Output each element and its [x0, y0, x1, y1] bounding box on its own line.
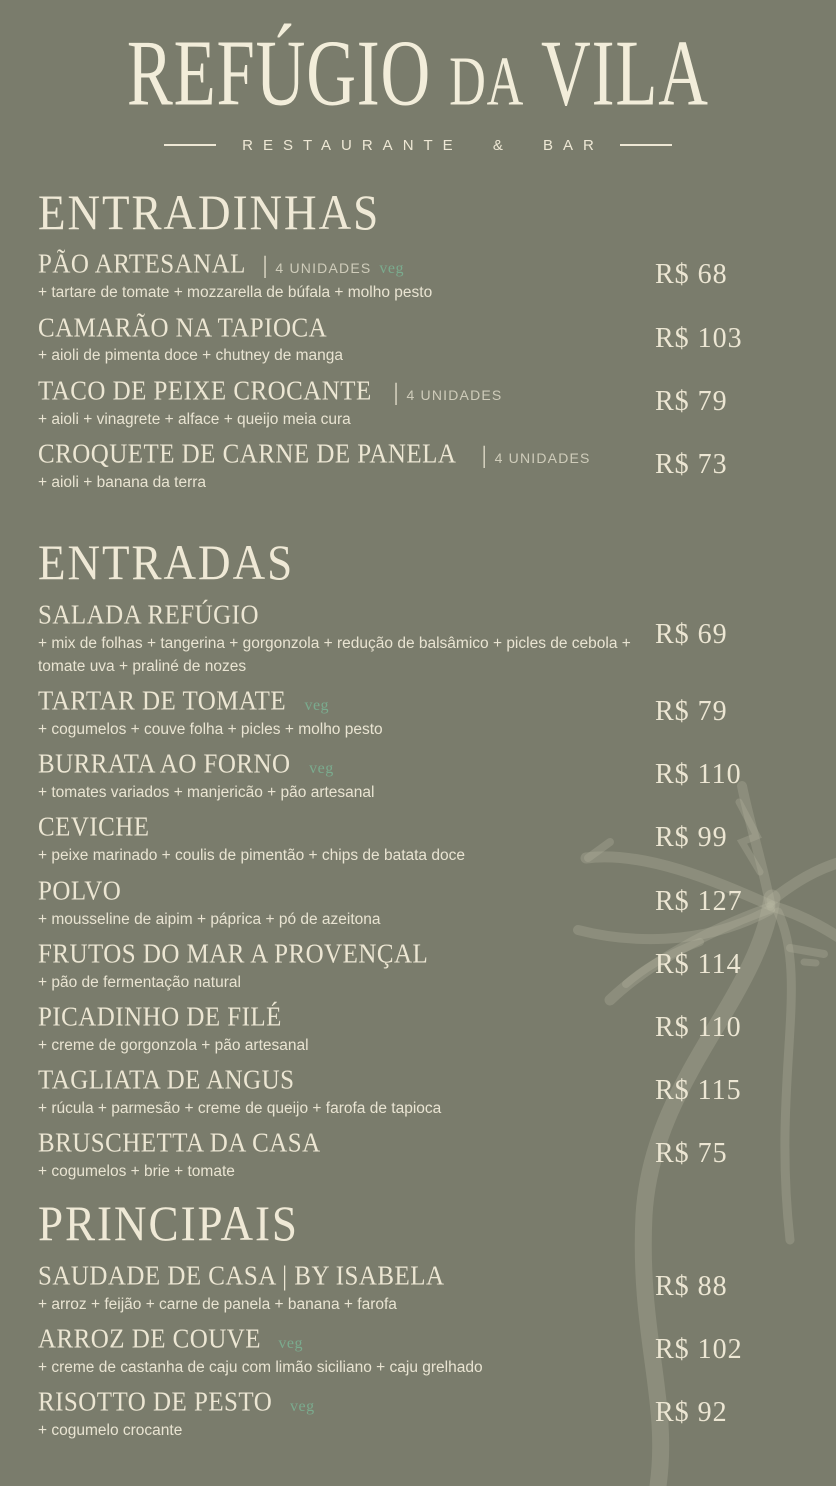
item-name: PÃO ARTESANAL — [38, 249, 246, 280]
item-price: R$ 88 — [655, 1270, 728, 1302]
item-separator: | — [481, 442, 487, 469]
item-units: 4 UNIDADES — [494, 449, 591, 466]
item-description: + aioli + banana da terra — [38, 473, 207, 491]
item-price: R$ 92 — [655, 1397, 728, 1429]
item-description: + cogumelo crocante — [38, 1422, 183, 1440]
item-separator: | — [262, 253, 268, 280]
item-units: 4 UNIDADES — [406, 386, 503, 403]
menu-content — [0, 186, 836, 1443]
menu-item — [38, 813, 796, 867]
veg-tag: veg — [304, 697, 330, 715]
item-name: TAGLIATA DE ANGUS — [38, 1064, 295, 1095]
menu-item — [38, 1388, 796, 1442]
item-description: + mix de folhas + tangerina + gorgonzola + redução de balsâmico + picles de cebola + tomate uva + praliné de nozes — [38, 634, 631, 675]
item-name: ARROZ DE COUVE — [38, 1323, 262, 1355]
menu-item — [38, 1003, 796, 1057]
item-description: + peixe marinado + coulis de pimentão + chips de batata doce — [38, 847, 465, 865]
item-name: BURRATA AO FORNO — [38, 749, 291, 780]
item-price: R$ 115 — [655, 1075, 742, 1107]
item-price: R$ 110 — [655, 1011, 742, 1043]
menu-item — [38, 877, 796, 931]
item-price: R$ 103 — [655, 322, 743, 354]
right-rule — [620, 144, 672, 146]
menu-item — [38, 1129, 796, 1183]
item-units: 4 UNIDADES — [275, 260, 372, 277]
item-name: CEVICHE — [38, 812, 150, 843]
menu-item — [38, 1262, 796, 1316]
item-name: SALADA REFÚGIO — [38, 599, 259, 630]
item-name: BRUSCHETTA DA CASA — [38, 1127, 321, 1159]
menu-item — [38, 940, 796, 994]
menu-item — [38, 250, 796, 304]
item-name: RISOTTO DE PESTO — [38, 1386, 273, 1418]
item-price: R$ 75 — [655, 1138, 728, 1170]
item-description: + rúcula + parmesão + creme de queijo + farofa de tapioca — [38, 1099, 442, 1117]
item-name: POLVO — [38, 875, 122, 906]
veg-tag: veg — [278, 1335, 303, 1353]
item-name: FRUTOS DO MAR A PROVENÇAL — [38, 938, 429, 969]
section-title: PRINCIPAIS — [38, 1196, 299, 1252]
item-description: + aioli + vinagrete + alface + queijo meia cura — [38, 410, 351, 428]
item-description: + cogumelos + couve folha + picles + molho pesto — [38, 721, 383, 739]
menu-item — [38, 1325, 796, 1379]
title-word-refugio: REFÚGIO — [127, 21, 432, 126]
title-word-vila: VILA — [541, 21, 709, 126]
section-entradas — [38, 536, 796, 1183]
left-rule — [164, 144, 216, 146]
item-description: + mousseline de aipim + páprica + pó de azeitona — [38, 910, 381, 928]
section-entradinhas — [38, 186, 796, 494]
section-principais — [38, 1197, 796, 1442]
item-description: + aioli de pimenta doce + chutney de manga — [38, 347, 344, 365]
item-price: R$ 73 — [655, 448, 728, 480]
section-title: ENTRADINHAS — [38, 184, 381, 240]
item-name: TACO DE PEIXE CROCANTE — [38, 375, 372, 406]
section-title: ENTRADAS — [38, 535, 295, 591]
item-name: TARTAR DE TOMATE — [38, 685, 287, 717]
item-price: R$ 127 — [655, 885, 743, 917]
item-description: + cogumelos + brie + tomate — [38, 1163, 235, 1181]
item-name: SAUDADE DE CASA | BY ISABELA — [38, 1260, 445, 1291]
header — [0, 0, 836, 154]
veg-tag: veg — [309, 760, 334, 778]
menu-item — [38, 440, 796, 494]
menu-item — [38, 1066, 796, 1120]
restaurant-title — [127, 21, 709, 126]
item-price: R$ 99 — [655, 822, 728, 854]
item-name: CAMARÃO NA TAPIOCA — [38, 312, 328, 343]
item-description: + creme de castanha de caju com limão siciliano + caju grelhado — [38, 1358, 483, 1376]
menu-item — [38, 377, 796, 431]
subtitle-row — [0, 137, 836, 154]
menu-item — [38, 601, 796, 678]
restaurant-subtitle: RESTAURANTE & BAR — [242, 136, 604, 154]
item-description: + creme de gorgonzola + pão artesanal — [38, 1036, 309, 1054]
item-price: R$ 110 — [655, 759, 742, 791]
menu-item — [38, 750, 796, 804]
veg-tag: veg — [379, 260, 405, 278]
item-price: R$ 102 — [655, 1334, 743, 1366]
menu-item — [38, 314, 796, 368]
item-price: R$ 68 — [655, 259, 728, 291]
item-description: + tartare de tomate + mozzarella de búfala + molho pesto — [38, 284, 433, 302]
title-word-da: DA — [449, 44, 525, 121]
item-price: R$ 79 — [655, 696, 728, 728]
item-description: + tomates variados + manjericão + pão artesanal — [38, 784, 375, 802]
item-price: R$ 114 — [655, 948, 742, 980]
item-separator: | — [393, 379, 399, 406]
menu-item — [38, 687, 796, 741]
veg-tag: veg — [289, 1398, 315, 1416]
item-description: + arroz + feijão + carne de panela + banana + farofa — [38, 1295, 397, 1313]
item-price: R$ 69 — [655, 618, 728, 650]
item-name: CROQUETE DE CARNE DE PANELA — [38, 438, 457, 469]
item-name: PICADINHO DE FILÉ — [38, 1001, 282, 1032]
item-price: R$ 79 — [655, 385, 728, 417]
item-description: + pão de fermentação natural — [38, 973, 241, 991]
